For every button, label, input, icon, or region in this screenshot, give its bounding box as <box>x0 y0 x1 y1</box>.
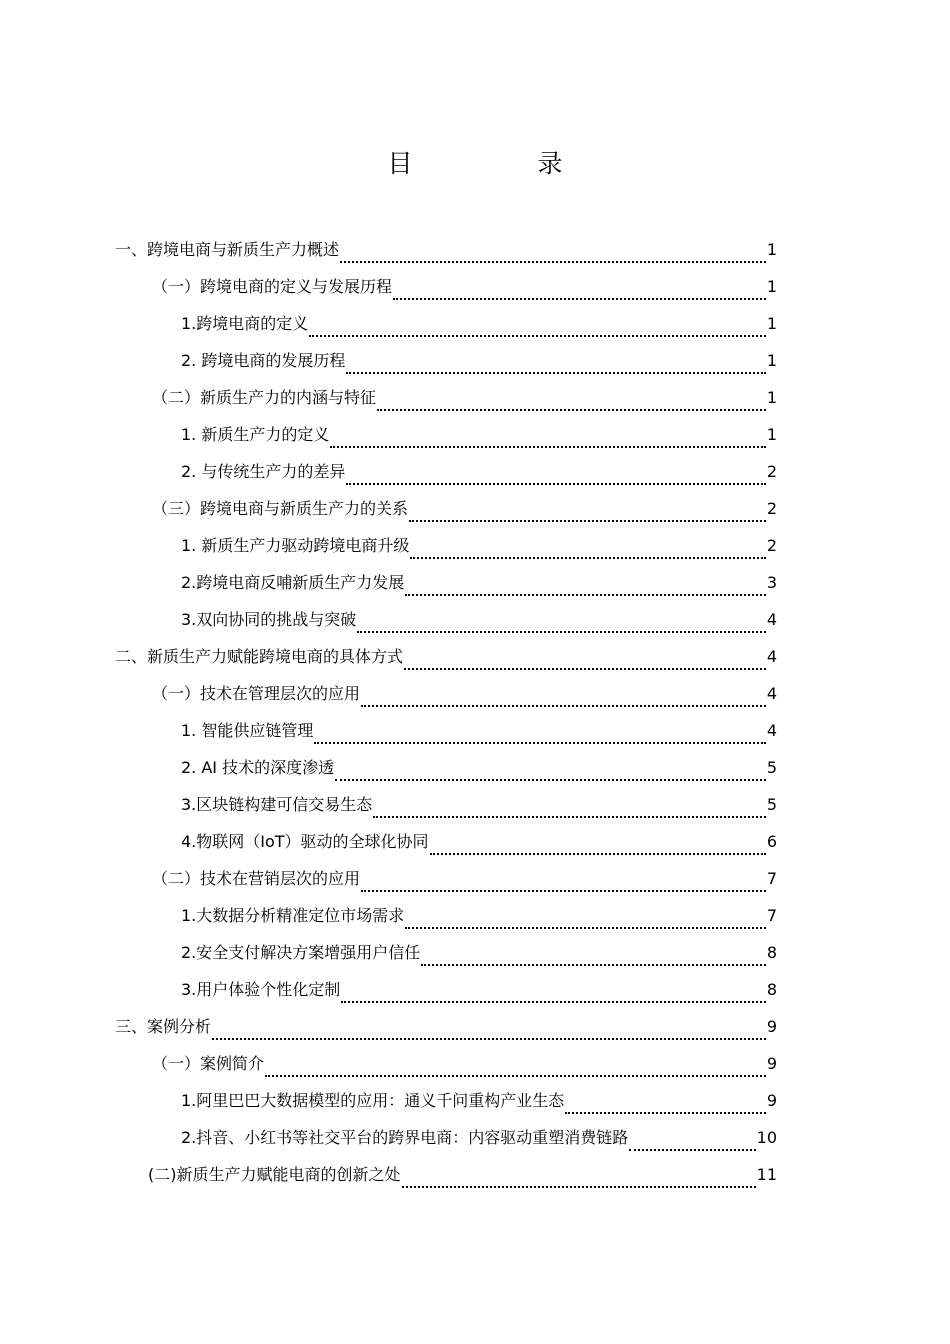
toc-entry[interactable] <box>181 971 777 1008</box>
toc-entry-text: (二)新质生产力赋能电商的创新之处 <box>148 1165 401 1184</box>
toc-leader-dots <box>265 1075 766 1077</box>
toc-page-number: 5 <box>766 758 777 777</box>
toc-leader-dots <box>357 631 766 633</box>
toc-entry[interactable] <box>181 305 777 342</box>
toc-leader-dots <box>361 705 766 707</box>
toc-entry[interactable] <box>181 749 777 786</box>
toc-entry[interactable] <box>181 897 777 934</box>
toc-page-number: 8 <box>766 980 777 999</box>
toc-entry[interactable] <box>181 823 777 860</box>
toc-leader-dots <box>402 1186 756 1188</box>
toc-entry-text: （一）案例简介 <box>152 1054 265 1073</box>
toc-entry-text: （一）跨境电商的定义与发展历程 <box>152 277 393 296</box>
toc-entry-text: 4.物联网（IoT）驱动的全球化协同 <box>181 832 429 851</box>
toc-page-number: 3 <box>766 573 777 592</box>
toc-leader-dots <box>212 1038 766 1040</box>
toc-page-number: 4 <box>766 610 777 629</box>
toc-leader-dots <box>373 816 766 818</box>
toc-leader-dots <box>405 594 766 596</box>
toc-leader-dots <box>309 335 766 337</box>
toc-entry[interactable] <box>115 231 777 268</box>
toc-leader-dots <box>340 261 766 263</box>
toc-page-number: 1 <box>766 240 777 259</box>
toc-leader-dots <box>405 927 766 929</box>
toc-list <box>0 231 950 1193</box>
toc-page-number: 1 <box>766 388 777 407</box>
toc-page-number: 2 <box>766 536 777 555</box>
toc-leader-dots <box>430 853 766 855</box>
toc-entry-text: 2.抖音、小红书等社交平台的跨界电商：内容驱动重塑消费链路 <box>181 1128 629 1147</box>
toc-entry[interactable] <box>181 786 777 823</box>
toc-entry-text: 2. 跨境电商的发展历程 <box>181 351 346 370</box>
toc-entry-text: 2. AI 技术的深度渗透 <box>181 758 335 777</box>
toc-page-number: 9 <box>766 1091 777 1110</box>
toc-entry-text: 三、案例分析 <box>115 1017 212 1036</box>
toc-entry-text: 一、跨境电商与新质生产力概述 <box>115 240 340 259</box>
toc-leader-dots <box>346 483 765 485</box>
toc-leader-dots <box>565 1112 766 1114</box>
toc-entry-text: 3.区块链构建可信交易生态 <box>181 795 373 814</box>
toc-entry-text: 2. 与传统生产力的差异 <box>181 462 346 481</box>
toc-entry[interactable] <box>115 638 777 675</box>
toc-entry-text: 1. 新质生产力的定义 <box>181 425 330 444</box>
toc-entry-text: 1.阿里巴巴大数据模型的应用：通义千问重构产业生态 <box>181 1091 565 1110</box>
toc-entry[interactable] <box>181 416 777 453</box>
toc-page-number: 1 <box>766 277 777 296</box>
toc-leader-dots <box>314 742 765 744</box>
toc-title: 目 录 <box>387 149 613 178</box>
toc-entry-text: 1.跨境电商的定义 <box>181 314 309 333</box>
toc-entry[interactable] <box>152 675 777 712</box>
toc-leader-dots <box>330 446 765 448</box>
toc-entry[interactable] <box>181 564 777 601</box>
toc-leader-dots <box>409 520 766 522</box>
toc-page-number: 7 <box>766 906 777 925</box>
toc-page-number: 1 <box>766 351 777 370</box>
toc-entry[interactable] <box>181 453 777 490</box>
toc-entry[interactable] <box>148 1156 777 1193</box>
toc-entry-text: 二、新质生产力赋能跨境电商的具体方式 <box>115 647 404 666</box>
toc-leader-dots <box>341 1001 766 1003</box>
toc-entry[interactable] <box>152 1045 777 1082</box>
toc-page-number: 2 <box>766 499 777 518</box>
toc-entry-text: （一）技术在管理层次的应用 <box>152 684 361 703</box>
toc-page-number: 11 <box>756 1165 777 1184</box>
toc-entry-text: 2.安全支付解决方案增强用户信任 <box>181 943 421 962</box>
toc-page-number: 4 <box>766 721 777 740</box>
toc-entry-text: 1. 新质生产力驱动跨境电商升级 <box>181 536 410 555</box>
toc-entry[interactable] <box>115 1008 777 1045</box>
toc-page-number: 5 <box>766 795 777 814</box>
toc-leader-dots <box>335 779 766 781</box>
toc-entry[interactable] <box>152 860 777 897</box>
toc-page-number: 6 <box>766 832 777 851</box>
toc-entry[interactable] <box>181 601 777 638</box>
toc-page-number: 9 <box>766 1054 777 1073</box>
toc-entry[interactable] <box>152 379 777 416</box>
toc-page-number: 9 <box>766 1017 777 1036</box>
toc-page-number: 8 <box>766 943 777 962</box>
toc-entry-text: 1.大数据分析精准定位市场需求 <box>181 906 405 925</box>
toc-leader-dots <box>410 557 765 559</box>
toc-page-number: 4 <box>766 684 777 703</box>
toc-page-number: 2 <box>766 462 777 481</box>
toc-page-number: 1 <box>766 425 777 444</box>
toc-entry[interactable] <box>181 342 777 379</box>
toc-entry-text: （二）技术在营销层次的应用 <box>152 869 361 888</box>
toc-entry[interactable] <box>181 934 777 971</box>
toc-entry-text: 3.用户体验个性化定制 <box>181 980 341 999</box>
toc-entry-text: 3.双向协同的挑战与突破 <box>181 610 357 629</box>
toc-leader-dots <box>421 964 766 966</box>
toc-entry[interactable] <box>152 490 777 527</box>
toc-page-number: 7 <box>766 869 777 888</box>
toc-entry[interactable] <box>181 712 777 749</box>
toc-leader-dots <box>404 668 766 670</box>
toc-leader-dots <box>393 298 766 300</box>
toc-page-number: 10 <box>756 1128 777 1147</box>
toc-entry-text: 2.跨境电商反哺新质生产力发展 <box>181 573 405 592</box>
toc-page-number: 4 <box>766 647 777 666</box>
toc-entry[interactable] <box>181 1082 777 1119</box>
toc-leader-dots <box>629 1149 755 1151</box>
toc-leader-dots <box>377 409 766 411</box>
toc-page-number: 1 <box>766 314 777 333</box>
toc-entry[interactable] <box>152 268 777 305</box>
toc-entry[interactable] <box>181 1119 777 1156</box>
toc-leader-dots <box>346 372 765 374</box>
toc-entry-text: （二）新质生产力的内涵与特征 <box>152 388 377 407</box>
toc-entry[interactable] <box>181 527 777 564</box>
toc-entry-text: 1. 智能供应链管理 <box>181 721 314 740</box>
toc-entry-text: （三）跨境电商与新质生产力的关系 <box>152 499 409 518</box>
toc-leader-dots <box>361 890 766 892</box>
